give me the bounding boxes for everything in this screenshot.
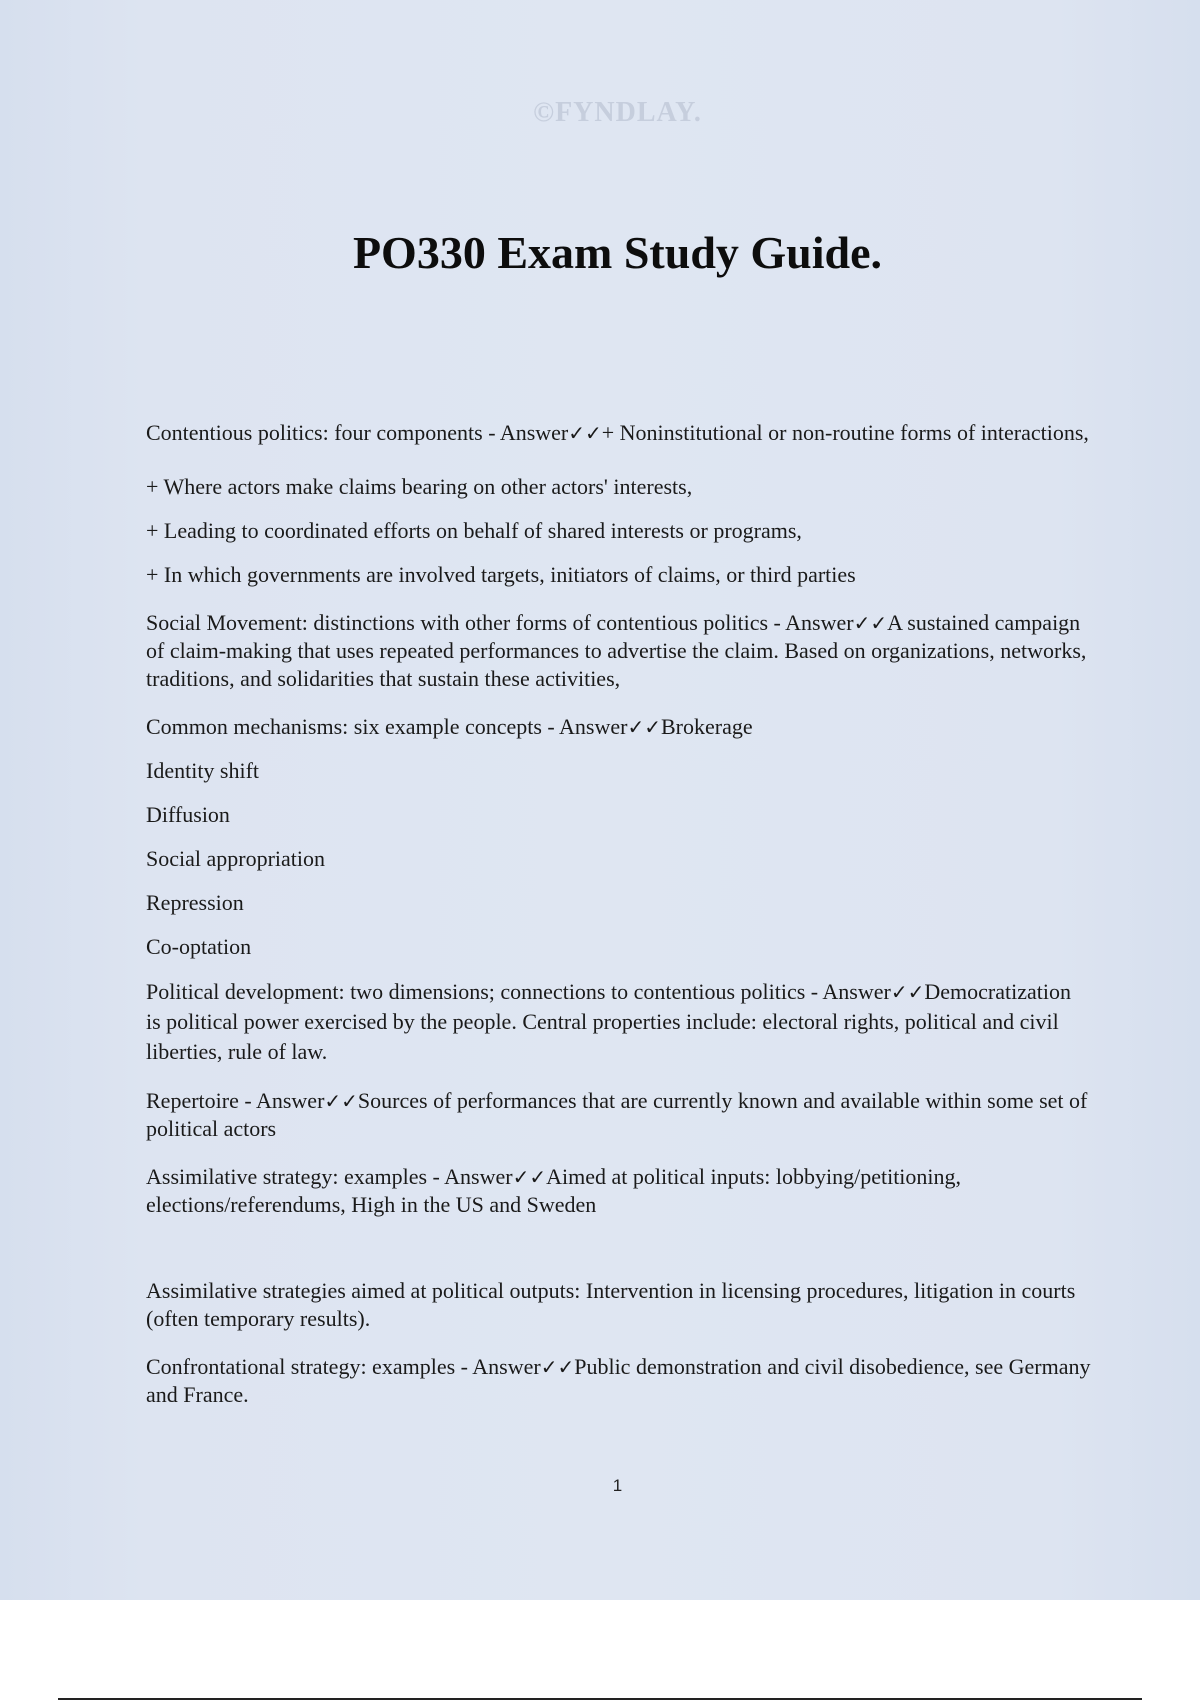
double-check-icon: ✓✓ [853,611,888,635]
list-item: Identity shift [146,758,260,783]
entry-assimilative-outputs: Assimilative strategies aimed at political outputs: Intervention in licensing procedures, litigation in courts (often temporary results). [146,1278,1076,1331]
list-item: Co-optation [146,934,252,959]
list-item: Social appropriation [146,846,326,871]
entry-assimilative-strategy: Assimilative strategy: examples - Answer✓✓Aimed at political inputs: lobbying/petitioning, elections/referendums, High in the US and Sweden [146,1164,962,1217]
page-title: PO330 Exam Study Guide. [352,227,883,278]
double-check-icon: ✓✓ [627,715,661,739]
double-check-icon: ✓✓ [890,980,925,1004]
entry-repertoire: Repertoire - Answer✓✓Sources of performances that are currently known and available within some set of political actors [146,1088,1088,1141]
list-item: + Where actors make claims bearing on other actors' interests, [146,474,693,499]
entry-social-movement: Social Movement: distinctions with other forms of contentious politics - Answer✓✓A sustained campaign of claim-making that uses repeated performances to advertise the claim. Based on organizations, networks, traditions, and solidarities that sustain these activities, [146,610,1087,691]
page-number: 1 [612,1476,623,1495]
entry-contentious-politics: Contentious politics: four components - Answer✓✓+ Noninstitutional or non-routine forms of interactions, [146,420,1089,445]
double-check-icon: ✓✓ [540,1355,575,1379]
study-guide-content [146,418,1091,1409]
list-item: + Leading to coordinated efforts on behalf of shared interests or programs, [146,518,802,543]
list-item: Diffusion [146,802,230,827]
entry-political-development: Political development: two dimensions; connections to contentious politics - Answer✓✓Democratization is political power exercised by the people. Central properties include: electoral rights, political and civil liberties, rule of law. [146,979,1071,1064]
watermark: ©FYNDLAY. [533,97,702,128]
double-check-icon: ✓✓ [512,1165,547,1189]
double-check-icon: ✓✓ [324,1089,358,1113]
list-item: Repression [146,890,244,915]
entry-common-mechanisms: Common mechanisms: six example concepts - Answer✓✓Brokerage [146,714,753,739]
double-check-icon: ✓✓ [568,421,602,445]
list-item: + In which governments are involved targets, initiators of claims, or third parties [146,562,856,587]
entry-confrontational-strategy: Confrontational strategy: examples - Answer✓✓Public demonstration and civil disobedience, see Germany and France. [146,1354,1091,1407]
